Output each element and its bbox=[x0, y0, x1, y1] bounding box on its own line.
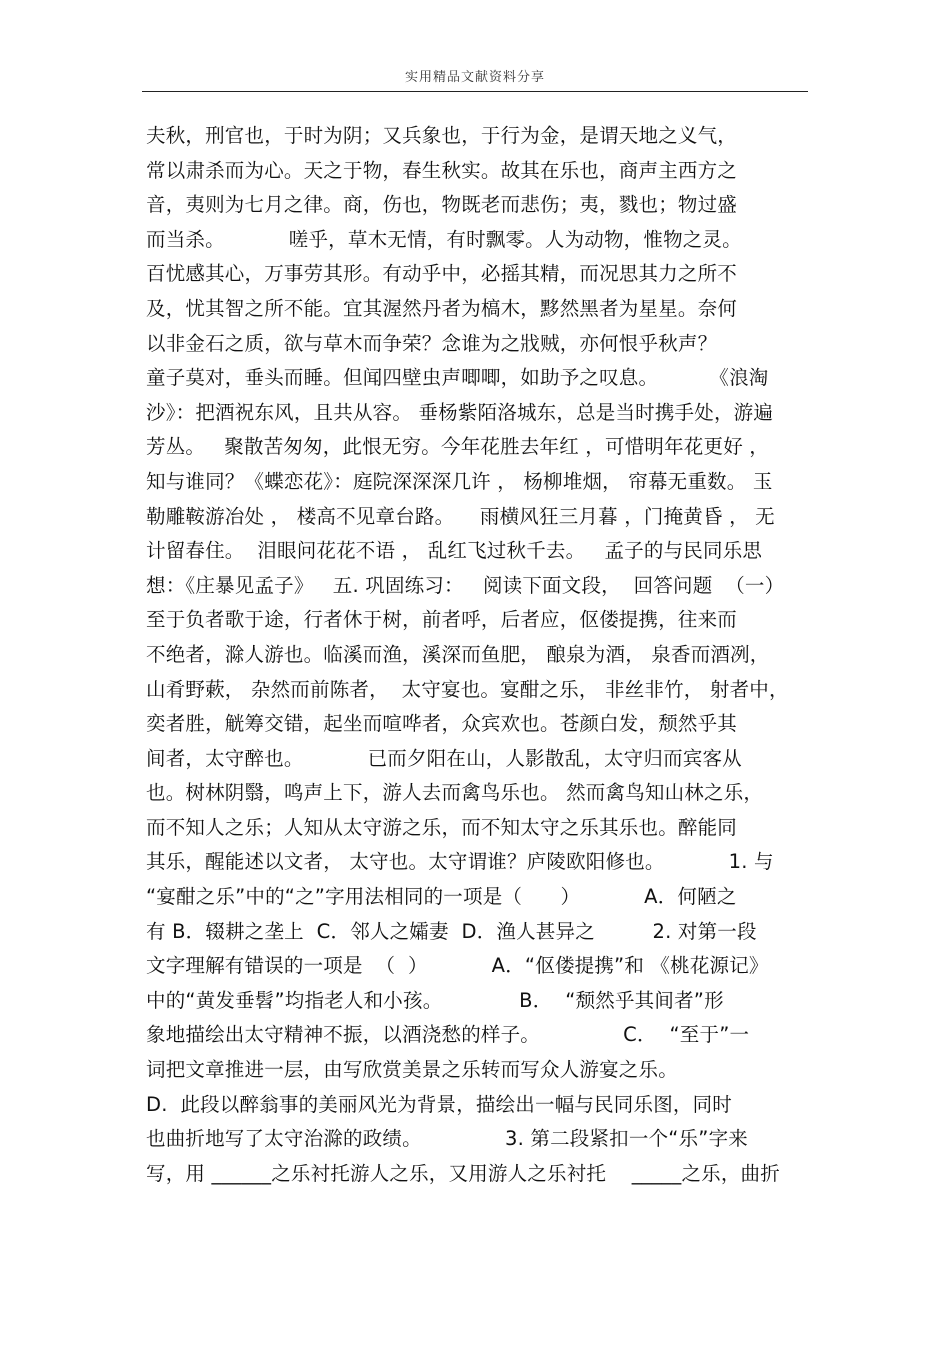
text-line: 也。树林阴翳，鸣声上下，游人去而禽鸟乐也。 然而禽鸟知山林之乐， bbox=[146, 781, 764, 805]
text-line: 不绝者，滁人游也。临溪而渔，溪深而鱼肥， 酿泉为酒， 泉香而酒冽， bbox=[146, 642, 770, 666]
text-line: “宴酣之乐”中的“之”字用法相同的一项是（ ） A．何陋之 bbox=[146, 885, 737, 909]
text-line: 而不知人之乐；人知从太守游之乐，而不知太守之乐其乐也。醉能同 bbox=[146, 815, 738, 839]
text-line: 间者，太守醉也。 已而夕阳在山，人影散乱，太守归而宾客从 bbox=[146, 746, 742, 770]
text-line: 奕者胜，觥筹交错，起坐而喧哗者，众宾欢也。苍颜白发，颓然乎其 bbox=[146, 712, 738, 736]
text-line: 至于负者歌于途，行者休于树，前者呼，后者应，伛偻提携，往来而 bbox=[146, 608, 738, 632]
document-body bbox=[146, 119, 826, 1191]
text-line: 山肴野蔌， 杂然而前陈者， 太守宴也。宴酣之乐， 非丝非竹， 射者中， bbox=[146, 677, 789, 701]
text-line: 文字理解有错误的一项是 （ ） A．“伛偻提携”和 《桃花源记》 bbox=[146, 954, 769, 978]
header-divider bbox=[142, 91, 808, 92]
text-line: 也曲折地写了太守治滁的政绩。 3. 第二段紧扣一个“乐”字来 bbox=[146, 1127, 748, 1151]
text-line: 以非金石之质，欲与草木而争荣？念谁为之戕贼，亦何恨乎秋声？ bbox=[146, 331, 718, 355]
text-line: 而当杀。 嗟乎，草木无情，有时飘零。人为动物，惟物之灵。 bbox=[146, 227, 742, 251]
page-header: 实用精品文献资料分享 bbox=[404, 70, 545, 85]
text-line: 童子莫对，垂头而睡。但闻四壁虫声唧唧，如助予之叹息。 《浪淘 bbox=[146, 366, 769, 390]
text-line: 勒雕鞍游冶处 ， 楼高不见章台路。 雨横风狂三月暮 ，门掩黄昏 ， 无 bbox=[146, 504, 775, 528]
text-line: 百忧感其心，万事劳其形。有动乎中，必摇其精，而况思其力之所不 bbox=[146, 262, 738, 286]
text-line: 音，夷则为七月之律。商，伤也，物既老而悲伤；夷，戮也；物过盛 bbox=[146, 193, 738, 217]
text-line: 常以肃杀而为心。天之于物，春生秋实。故其在乐也，商声主西方之 bbox=[146, 158, 738, 182]
text-line: 沙》：把酒祝东风，且共从容。 垂杨紫陌洛城东，总是当时携手处，游遍 bbox=[146, 400, 774, 424]
text-line: 知与谁同？《蝶恋花》：庭院深深深几许 ， 杨柳堆烟， 帘幕无重数。 玉 bbox=[146, 469, 773, 493]
text-line: 象地描绘出太守精神不振，以酒浇愁的样子。 C． “至于”一 bbox=[146, 1023, 750, 1047]
text-line: D. 此段以醉翁事的美丽风光为背景，描绘出一幅与民同乐图，同时 bbox=[146, 1092, 733, 1116]
text-line: 其乐，醒能述以文者， 太守也。太守谓谁？庐陵欧阳修也。 1. 与 bbox=[146, 850, 774, 874]
text-line: 有 B．辍耕之垄上 C．邻人之孀妻 D．渔人甚异之 2. 对第一段 bbox=[146, 919, 757, 943]
text-line: 词把文章推进一层，由写欣赏美景之乐转而写众人游宴之乐。 bbox=[146, 1058, 678, 1082]
text-line: 芳丛。 聚散苦匆匆，此恨无穷。今年花胜去年红 ，可惜明年花更好 ， bbox=[146, 435, 769, 459]
text-line: 及，忧其智之所不能。宜其渥然丹者为槁木，黟然黑者为星星。奈何 bbox=[146, 296, 738, 320]
text-line: 写，用 ______之乐衬托游人之乐，又用游人之乐衬托 _____之乐，曲折 bbox=[146, 1161, 780, 1185]
text-line: 想：《庄暴见孟子》 五. 巩固练习： 阅读下面文段， 回答问题 （一） bbox=[146, 573, 785, 597]
text-line: 中的“黄发垂髫”均指老人和小孩。 B． “颓然乎其间者”形 bbox=[146, 988, 724, 1012]
text-line: 夫秋，刑官也，于时为阴；又兵象也，于行为金，是谓天地之义气， bbox=[146, 124, 738, 147]
text-line: 计留春住。 泪眼问花花不语 ， 乱红飞过秋千去。 孟子的与民同乐思 bbox=[146, 539, 763, 563]
